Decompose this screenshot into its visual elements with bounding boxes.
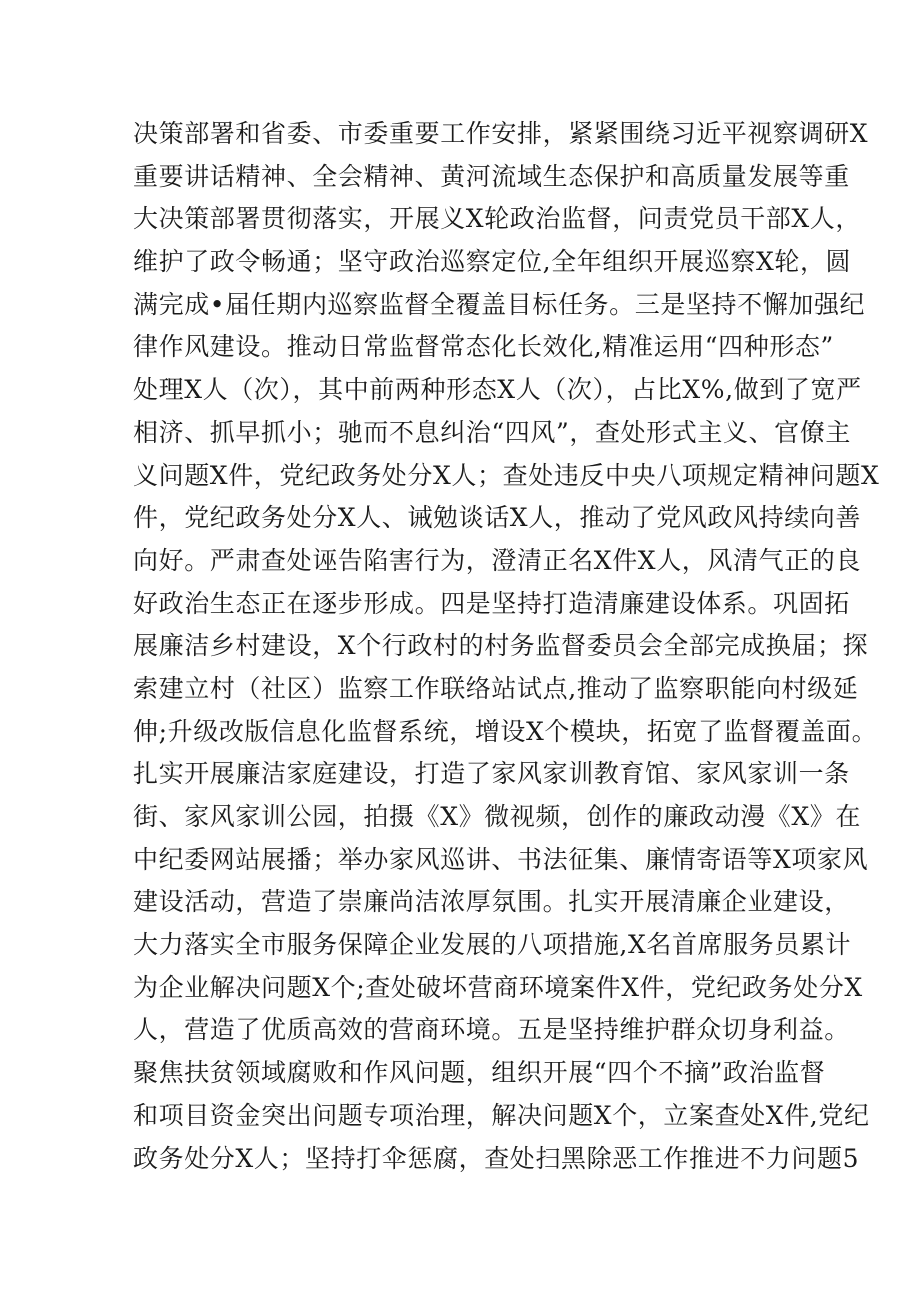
text-line: 中纪委网站展播；举办家风巡讲、书法征集、廉情寄语等X项家风 [133,844,869,874]
text-line: 相济、抓早抓小；驰而不息纠治“四风”，查处形式主义、官僚主 [133,417,851,447]
text-line: 满完成•届任期内巡察监督全覆盖目标任务。三是坚持不懈加强纪 [133,289,866,319]
text-line: 街、家风家训公园，拍摄《X》微视频，创作的廉政动漫《X》在 [133,802,861,831]
text-line: 人，营造了优质高效的营商环境。五是坚持维护群众切身利益。 [133,1015,850,1045]
text-line: 决策部署和省委、市委重要工作安排，紧紧围绕习近平视察调研X [133,119,869,148]
text-line: 好政治生态正在逐步形成。四是坚持打造清廉建设体系。巩固拓 [133,588,850,618]
text-line: 和项目资金突出问题专项治理，解决问题X个，立案查处X件,党纪 [133,1100,870,1130]
text-line: 处理X人（次），其中前两种形态X人（次），占比X%,做到了宽严 [133,375,862,405]
text-line: 向好。严肃查处诬告陷害行为，澄清正名X件X人，风清气正的良 [133,545,861,575]
text-line: 聚焦扶贫领域腐败和作风问题，组织开展“四个不摘”政治监督 [133,1058,826,1088]
text-line: 为企业解决问题X个;查处破坏营商环境案件X件，党纪政务处分X [133,972,863,1002]
text-line: 政务处分X人；坚持打伞惩腐，查处扫黑除恶工作推进不力问题5 [133,1143,860,1173]
text-line: 伸;升级改版信息化监督系统，增设X个模块，拓宽了监督覆盖面。 [133,716,878,746]
text-line: 展廉洁乡村建设，X个行政村的村务监督委员会全部完成换届；探 [133,631,869,661]
text-line: 重要讲话精神、全会精神、黄河流域生态保护和高质量发展等重 [133,161,850,191]
text-line: 维护了政令畅通；坚守政治巡察定位,全年组织开展巡察X轮，圆 [133,247,852,277]
text-line: 义问题X件，党纪政务处分X人；查处违反中央八项规定精神问题X [133,460,880,490]
body-paragraph [133,113,880,1180]
text-line: 大力落实全市服务保障企业发展的八项措施,X名首席服务员累计 [133,930,852,960]
text-line: 扎实开展廉洁家庭建设，打造了家风家训教育馆、家风家训一条 [133,759,850,789]
text-line: 建设活动，营造了崇廉尚洁浓厚氛围。扎实开展清廉企业建设， [133,887,850,917]
text-line: 大决策部署贯彻落实，开展义X轮政治监督，问责党员干部X人， [133,204,861,234]
text-line: 件，党纪政务处分X人、诫勉谈话X人，推动了党风政风持续向善 [133,503,861,533]
text-line: 索建立村（社区）监察工作联络站试点,推动了监察职能向村级延 [133,673,859,703]
text-line: 律作风建设。推动日常监督常态化长效化,精准运用“四种形态” [133,332,834,362]
